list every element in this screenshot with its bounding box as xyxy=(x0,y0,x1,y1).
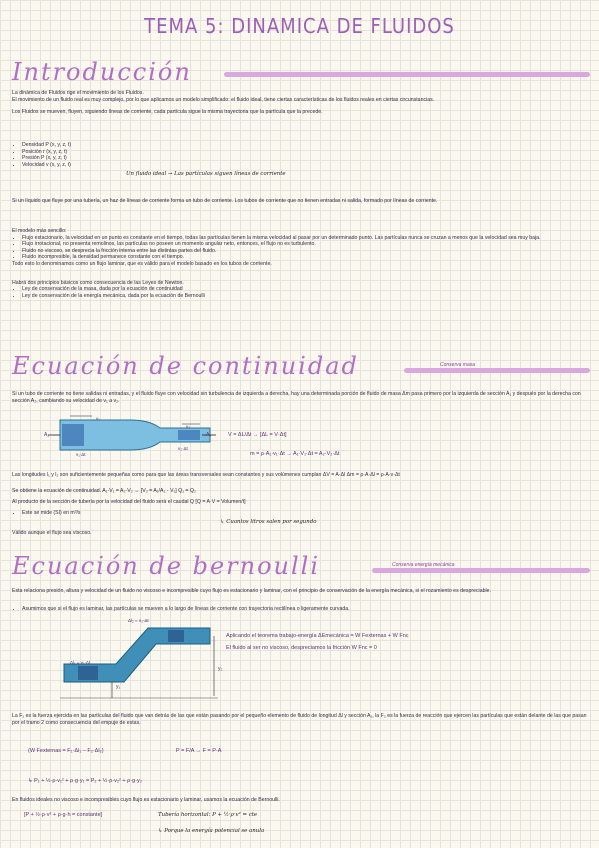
bernoulli-hand1: Tubería horizontal: P + ½·ρ·v² = cte xyxy=(158,812,258,818)
continuity-eq1b: m = ρ·A₁·v₁·Δt → A₁·V₁·Δt = A₂·V₂·Δt xyxy=(250,451,340,457)
bernoulli-b1: • Asumimos que si el flujo es laminar, las partículas se mueven a lo largo de líneas de corriente con trayectoria rectilínea o ligeramente curvada. xyxy=(22,606,592,613)
intro-p2: El movimiento de un fluido real es muy complejo, por lo que aplicamos un modelo simplificado: el fluido ideal, tiene ciertas características de los fluidos reales en ciertas circunstancias. xyxy=(12,96,435,103)
continuity-valid: Válido aunque el flujo sea viscoso. xyxy=(12,530,92,536)
var-item: • Presión P (x, y, z, t) xyxy=(22,155,172,162)
label-v1dt: v₁·Δt xyxy=(76,452,86,457)
fluid-element-1 xyxy=(62,424,84,446)
bernoulli-p1: Esta relaciona presión, altura y velocidad de un fluido no viscoso e incompresible cuyo flujo es estacionario y laminar, con el principio de conservación de la energía mecánica, si el rozamiento es despreciable. xyxy=(12,588,491,594)
bernoulli-friction: El fluido al ser no viscoso, despreciamos la fricción W Fnc = 0 xyxy=(226,645,377,651)
intro-model xyxy=(12,228,582,299)
continuity-heading-bar xyxy=(404,368,590,373)
label-a2: A₂ xyxy=(206,432,212,438)
bernoulli-p2: La F₁ es la fuerza ejercida en las partículas del fluido que van detrás de las que están pasando por el pequeño elemento de fluido de longitud Δl y sección A₁, la F₂ es la fuerza de reacción que ejercen las partículas que están delante de las que pasan por el tramo 2 como consecuencia del empuje de estas. xyxy=(12,713,587,726)
continuity-p2: Las longitudes l₁ y l₂ son suficientemente pequeñas como para que las áreas transversales sean constantes y sus volúmenes cumplan ΔV = A·Δl Δm = ρ·A·Δl = ρ·A·v·Δt xyxy=(12,472,400,478)
bernoulli-eq4: [P + ½·ρ·v² + ρ·g·h = constante] xyxy=(24,812,103,818)
label-v1: v₁ xyxy=(96,416,100,421)
bernoulli-hand2: ↳ Porque la energía potencial se anula xyxy=(158,828,265,834)
intro-p3: Los Fluidos se mueven, fluyen, siguiendo líneas de corriente, cada partícula sigue la misma trayectoria que la partícula que la precede. xyxy=(12,109,323,116)
bernoulli-heading-bar xyxy=(372,568,590,573)
bernoulli-theorem: Aplicando el teorema trabajo-energía ΔEmecánica = W Fexternas + W Fnc xyxy=(226,633,409,639)
label-v2: v₂ xyxy=(186,424,190,429)
continuity-hand-note: ↳ Cuantos litros salen por segundo xyxy=(220,519,317,525)
continuity-note: Conserva masa xyxy=(440,362,476,368)
bernoulli-eq2: P = F/A → F = P·A xyxy=(176,748,222,754)
bernoulli-heading: Ecuación de bernoulli xyxy=(12,552,321,580)
continuity-units: • Este se mide (SI) en m³/s xyxy=(22,510,222,517)
var-item: • Densidad P (x, y, z, t) xyxy=(22,142,172,149)
bernoulli-note: Conserva energía mecánica xyxy=(392,562,455,568)
model-title: El modelo más sencillo: xyxy=(12,228,67,234)
continuity-p4: Al producto de la sección de tubería por la velocidad del fluido será el caudal Q [Q = A·V = Volumen/t] xyxy=(12,499,246,505)
label-dl2: Δl₂ = v₂·Δt xyxy=(128,618,149,623)
intro-p4: Si un líquido que fluye por una tubería, un haz de líneas de corriente forma un tubo de corriente. Los tubos de corriente que no tienen entradas ni salida, formado por líneas de corriente. xyxy=(12,198,438,204)
label-dl1: Δl₁ = v₁·Δt xyxy=(70,660,91,665)
intro-hand-note: Un fluido ideal → Las partículas siguen líneas de corriente xyxy=(126,171,286,177)
model-item: • Fluido incompresible, la densidad permanece constante con el tiempo. xyxy=(22,254,582,261)
var-item: • Velocidad v (x, y, z, t) xyxy=(22,162,172,169)
continuity-heading: Ecuación de continuidad xyxy=(12,352,359,380)
intro-vars-list xyxy=(12,142,172,168)
continuity-p3: Se obtiene la ecuación de continuidad. A₁·V₁ = A₂·V₂ → [V₂ = A₁/A₂ · V₁] Q₁ = Q₂ xyxy=(12,488,196,494)
continuity-p1: Si un tubo de corriente no tiene salidas ni entradas, y el fluido fluye con velocidad sin turbulencia de izquierda a derecha, hay una determinada porción de fluido de masa Δm pasa primero por la izquierda de sección A₁ y después por la derecha con sección A₂, cambiando su velocidad de v₁ a v₂. xyxy=(12,391,581,404)
bernoulli-eq1: (W Fexternas = F₁·Δl₁ − F₂·Δl₂) xyxy=(28,748,104,754)
law-item: • Ley de conservación de la masa, dada por la ecuación de continuidad xyxy=(22,286,582,293)
label-y2: y₂ xyxy=(218,666,223,672)
intro-heading: Introducción xyxy=(12,58,192,86)
model-item: • Flujo irrotacional, no presenta remolinos, las partículas no poseen un momento angular neto, entonces, el flujo no es turbulento. xyxy=(22,241,582,248)
continuity-eq1a: V = ΔL/Δt → [ΔL = V·Δt] xyxy=(228,432,287,438)
label-a1: A₁ xyxy=(44,432,50,438)
intro-heading-bar xyxy=(224,72,590,77)
intro-p6: Habrá dos principios básicos como consecuencia de las Leyes de Newton. xyxy=(12,279,184,286)
var-item: • Posición r (x, y, z, t) xyxy=(22,149,172,156)
intro-p5: Todo esto lo denominamos como un flujo laminar, que es válido para el modelo basado en los tubos de corriente. xyxy=(12,260,272,267)
label-v2dt: v₂·Δt xyxy=(178,446,188,451)
fluid-element-2 xyxy=(178,430,200,440)
fluid-element-high xyxy=(168,630,184,642)
page-title: TEMA 5: DINAMICA DE FLUIDOS xyxy=(144,14,455,38)
bernoulli-p3: En fluidos ideales no viscoso e incompresibles cuyo flujo es estacionario y laminar, usamos la ecuación de Bernoulli. xyxy=(12,797,280,803)
fluid-element-low xyxy=(78,666,98,680)
intro-p1: La dinámica de Fluidos rige el movimiento de los Fluidos. xyxy=(12,90,144,96)
bernoulli-eq3: ↳ P₁ + ½·ρ·v₁² + ρ·g·y₁ = P₂ + ½·ρ·v₂² + ρ·g·y₂ xyxy=(28,778,142,784)
intro-body xyxy=(12,90,582,116)
model-item: • Fluido no viscoso, se desprecia la fricción interna entre las distintas partes del fluido. xyxy=(22,248,582,255)
continuity-pipe-diagram xyxy=(40,414,220,460)
label-y1: y₁ xyxy=(116,684,121,690)
law-item: • Ley de conservación de la energía mecánica, dada por la ecuación de Bernoulli xyxy=(22,293,582,300)
model-item: • Flujo estacionario, la velocidad en un punto es constante en el tiempo, todas las partículas tienen la misma velocidad al pasar por un determinado punto. Las partículas nunca se cruzan a menos que la velocidad sea muy baja. xyxy=(22,235,582,242)
